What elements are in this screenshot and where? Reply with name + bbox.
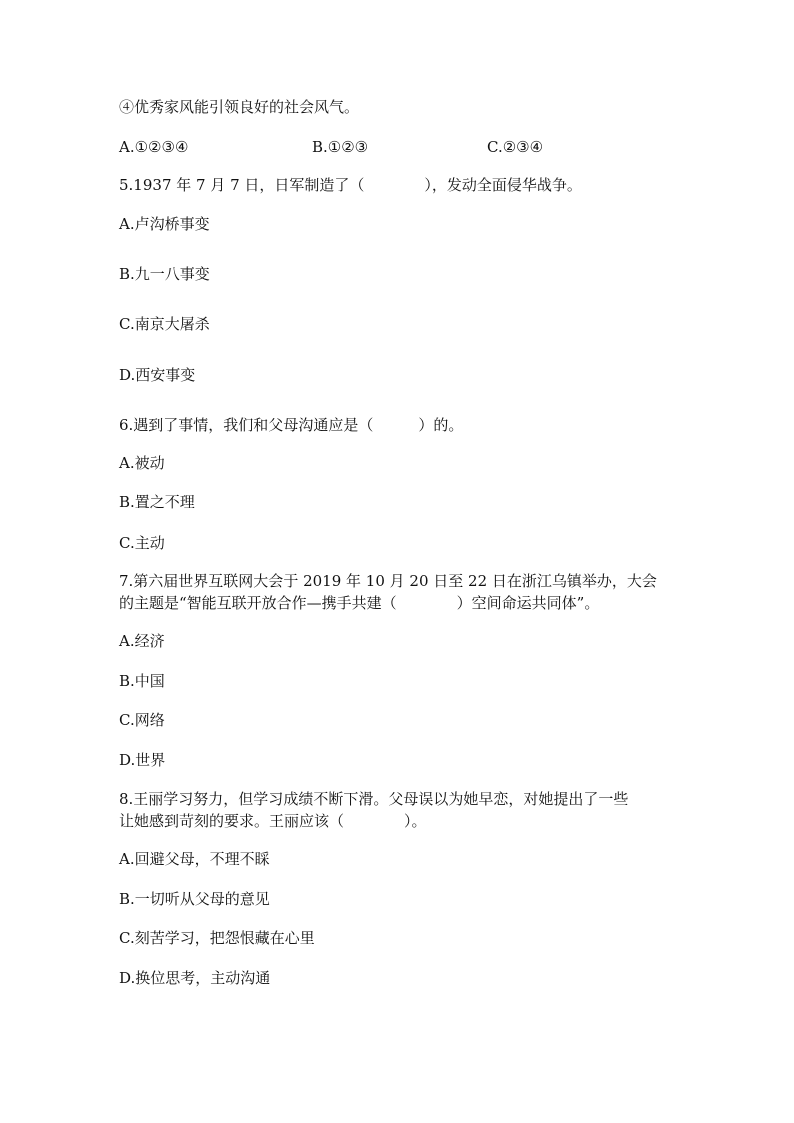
question-5-option-c: C.南京大屠杀 xyxy=(119,315,210,333)
question-8-option-d: D.换位思考，主动沟通 xyxy=(119,969,271,987)
question-8-option-c: C.刻苦学习，把怨恨藏在心里 xyxy=(119,929,315,947)
question-7-option-d: D.世界 xyxy=(119,751,166,769)
question-4-option-c: C.②③④ xyxy=(487,138,544,156)
question-5-option-d: D.西安事变 xyxy=(119,366,196,384)
question-6-stem: 6.遇到了事情，我们和父母沟通应是（ ）的。 xyxy=(119,416,464,434)
question-4-statement-4: ④优秀家风能引领良好的社会风气。 xyxy=(119,98,360,116)
question-5-option-b: B.九一八事变 xyxy=(119,265,210,283)
question-6-option-a: A.被动 xyxy=(119,454,165,472)
question-6-option-b: B.置之不理 xyxy=(119,493,195,511)
question-4-option-b: B.①②③ xyxy=(312,138,369,156)
question-8-option-b: B.一切听从父母的意见 xyxy=(119,890,270,908)
question-7-option-a: A.经济 xyxy=(119,632,165,650)
question-8-option-a: A.回避父母，不理不睬 xyxy=(119,850,270,868)
question-7-stem-line-1: 7.第六届世界互联网大会于 2019 年 10 月 20 日至 22 日在浙江乌镇举办，大会 xyxy=(119,572,657,590)
question-5-stem: 5.1937 年 7 月 7 日，日军制造了（ ），发动全面侵华战争。 xyxy=(119,176,582,194)
question-5-option-a: A.卢沟桥事变 xyxy=(119,215,210,233)
question-7-option-c: C.网络 xyxy=(119,711,165,729)
question-4-option-a: A.①②③④ xyxy=(119,138,189,156)
question-8-stem-line-1: 8.王丽学习努力，但学习成绩不断下滑。父母误以为她早恋，对她提出了一些 xyxy=(119,790,629,808)
question-7-stem-line-2: 的主题是“智能互联开放合作—携手共建（ ）空间命运共同体”。 xyxy=(119,594,600,612)
question-8-stem-line-2: 让她感到苛刻的要求。王丽应该（ ）。 xyxy=(119,812,427,830)
question-6-option-c: C.主动 xyxy=(119,534,165,552)
question-7-option-b: B.中国 xyxy=(119,672,165,690)
